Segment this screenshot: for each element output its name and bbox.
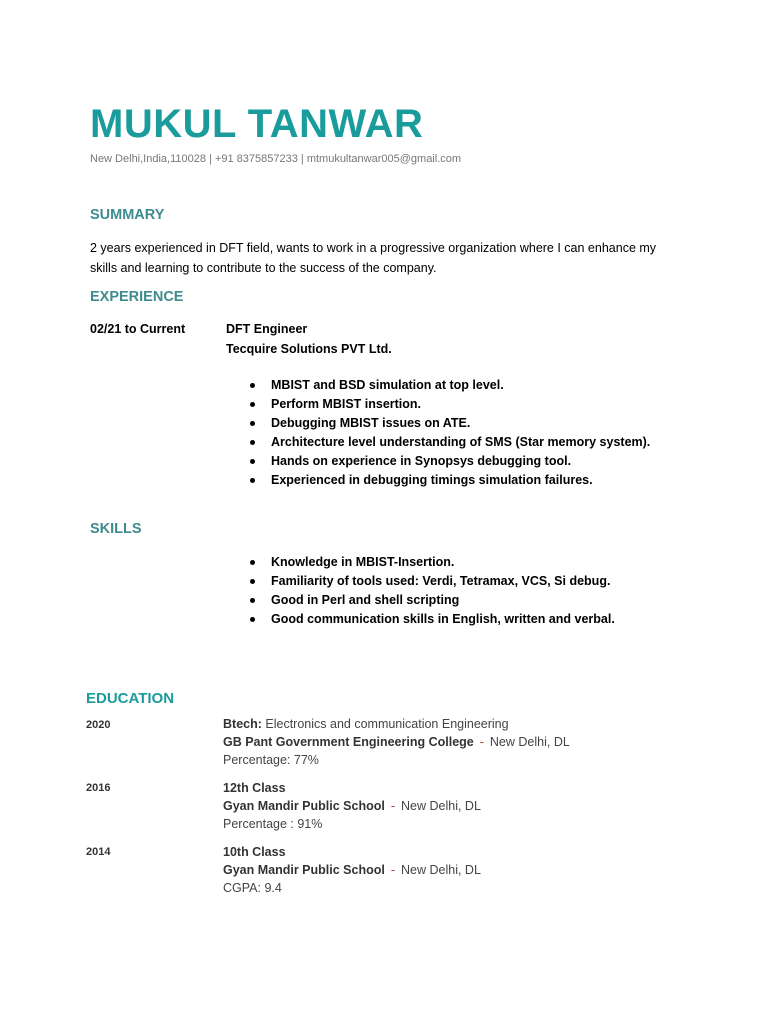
list-item <box>250 414 650 433</box>
summary-line: 2 years experienced in DFT field, wants to work in a progressive organization where I can enhance my <box>90 241 657 255</box>
experience-heading: EXPERIENCE <box>90 289 184 305</box>
separator: - <box>479 735 484 749</box>
list-item <box>250 591 615 610</box>
education-school-line <box>223 733 570 751</box>
education-degree: 12th Class <box>223 781 286 795</box>
education-location: New Delhi, DL <box>401 863 481 877</box>
bullet-icon <box>250 421 255 426</box>
list-item-text: Good communication skills in English, written and verbal. <box>271 612 615 626</box>
separator: - <box>390 799 396 813</box>
education-field: Electronics and communication Engineering <box>265 717 509 731</box>
bullet-icon <box>250 383 255 388</box>
list-item <box>250 376 650 395</box>
list-item <box>250 433 650 452</box>
separator: - <box>390 863 396 877</box>
bullet-icon <box>250 579 255 584</box>
education-school-line <box>223 861 481 879</box>
summary-text <box>90 238 690 278</box>
education-score: Percentage: 77% <box>223 753 319 767</box>
education-entry <box>223 779 481 833</box>
candidate-name: MUKUL TANWAR <box>90 102 424 146</box>
bullet-icon <box>250 598 255 603</box>
list-item-text: MBIST and BSD simulation at top level. <box>271 378 504 392</box>
bullet-icon <box>250 560 255 565</box>
list-item-text: Knowledge in MBIST-Insertion. <box>271 555 455 569</box>
education-school-line <box>223 797 481 815</box>
bullet-icon <box>250 459 255 464</box>
experience-date: 02/21 to Current <box>90 322 186 336</box>
list-item <box>250 395 650 414</box>
list-item-text: Familiarity of tools used: Verdi, Tetramax, VCS, Si debug. <box>271 574 611 588</box>
summary-heading: SUMMARY <box>90 207 165 223</box>
education-school: GB Pant Government Engineering College <box>223 735 474 749</box>
list-item <box>250 610 615 629</box>
list-item-text: Good in Perl and shell scripting <box>271 593 460 607</box>
skills-heading: SKILLS <box>90 521 142 537</box>
list-item-text: Experienced in debugging timings simulation failures. <box>271 473 593 487</box>
experience-company: Tecquire Solutions PVT Ltd. <box>226 342 392 356</box>
education-entry <box>223 843 481 897</box>
education-degree: 10th Class <box>223 845 286 859</box>
education-entry <box>223 715 570 769</box>
education-year: 2020 <box>86 719 111 731</box>
list-item-text: Hands on experience in Synopsys debugging tool. <box>271 454 572 468</box>
list-item <box>250 471 650 490</box>
list-item-text: Perform MBIST insertion. <box>271 397 422 411</box>
bullet-icon <box>250 440 255 445</box>
skills-bullets <box>250 553 615 629</box>
list-item <box>250 452 650 471</box>
bullet-icon <box>250 617 255 622</box>
list-item-text: Architecture level understanding of SMS (Star memory system). <box>271 435 651 449</box>
education-school: Gyan Mandir Public School <box>223 863 385 877</box>
education-degree-line <box>223 715 570 733</box>
list-item <box>250 572 615 591</box>
list-item <box>250 553 615 572</box>
bullet-icon <box>250 478 255 483</box>
education-degree: Btech: <box>223 717 262 731</box>
education-year: 2016 <box>86 782 111 794</box>
bullet-icon <box>250 402 255 407</box>
education-score: CGPA: 9.4 <box>223 881 282 895</box>
contact-info: New Delhi,India,110028 | +91 8375857233 | mtmukultanwar005@gmail.com <box>90 153 462 165</box>
education-year: 2014 <box>86 846 111 858</box>
experience-title: DFT Engineer <box>226 322 308 336</box>
education-location: New Delhi, DL <box>489 735 570 749</box>
education-location: New Delhi, DL <box>401 799 481 813</box>
education-score: Percentage : 91% <box>223 817 323 831</box>
summary-line: skills and learning to contribute to the success of the company. <box>90 261 437 275</box>
education-heading: EDUCATION <box>86 690 175 707</box>
list-item-text: Debugging MBIST issues on ATE. <box>271 416 471 430</box>
experience-bullets <box>250 376 650 490</box>
education-school: Gyan Mandir Public School <box>223 799 385 813</box>
